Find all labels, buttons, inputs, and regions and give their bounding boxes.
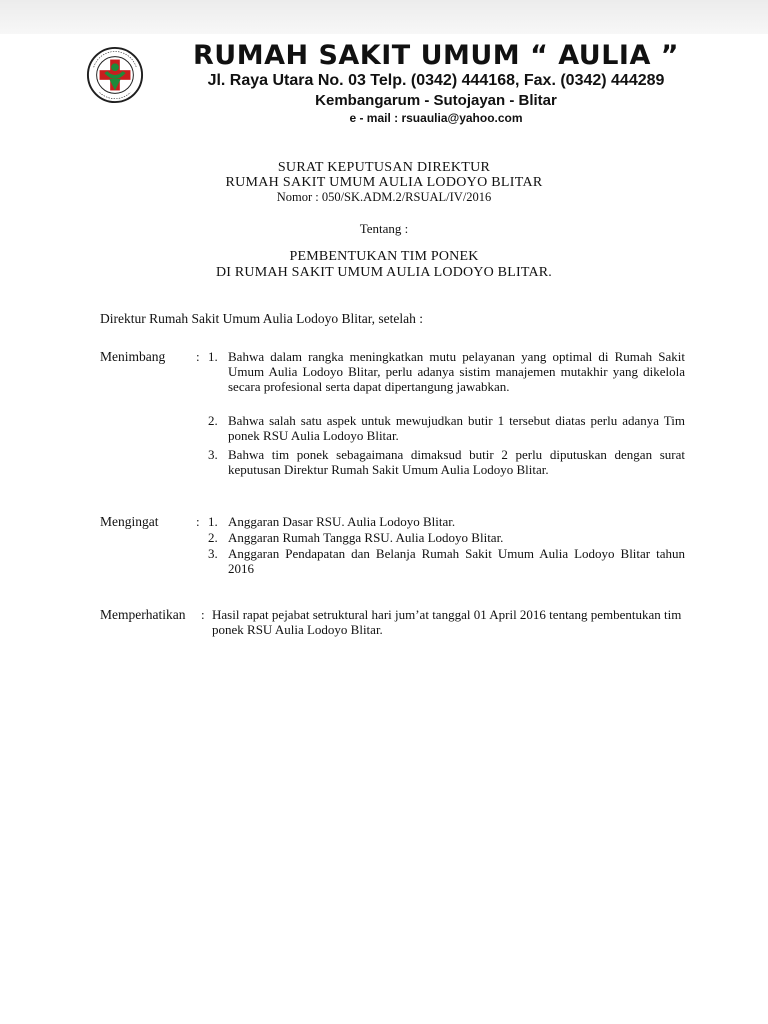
section-label: Memperhatikan <box>100 607 186 622</box>
section-text: Hasil rapat pejabat setruktural hari jum’at tanggal 01 April 2016 tentang pembentukan tim ponek RSU Aulia Lodoyo Blitar. <box>212 607 682 637</box>
hospital-address: Jl. Raya Utara No. 03 Telp. (0342) 444168, Fax. (0342) 444289 <box>207 72 665 89</box>
item-number: 1. <box>208 349 218 364</box>
about-label: Tentang : <box>359 221 409 236</box>
section-colon: : <box>196 349 200 364</box>
section-colon: : <box>201 607 205 622</box>
section-menimbang <box>100 349 685 489</box>
hospital-logo <box>86 46 144 104</box>
item-number: 2. <box>208 413 218 428</box>
section-memperhatikan <box>100 607 685 647</box>
decree-number: Nomor : 050/SK.ADM.2/RSUAL/IV/2016 <box>276 190 492 204</box>
subject-line-1: PEMBENTUKAN TIM PONEK <box>289 249 479 264</box>
item-number: 2. <box>208 530 218 545</box>
section-colon: : <box>196 514 200 529</box>
list-item <box>208 546 685 576</box>
item-text: Anggaran Dasar RSU. Aulia Lodoyo Blitar. <box>228 514 456 529</box>
title-line-2: RUMAH SAKIT UMUM AULIA LODOYO BLITAR <box>225 175 543 190</box>
decree-subject <box>0 249 768 281</box>
section-label: Mengingat <box>100 514 159 529</box>
list-item <box>208 413 685 443</box>
section-label: Menimbang <box>100 349 166 364</box>
item-number: 3. <box>208 447 218 462</box>
hospital-city: Kembangarum - Sutojayan - Blitar <box>315 92 557 109</box>
decree-title <box>0 160 768 205</box>
item-text: Bahwa salah satu aspek untuk mewujudkan butir 1 tersebut diatas perlu adanya Tim ponek RSU Aulia Lodoyo Blitar. <box>228 413 685 443</box>
title-line-1: SURAT KEPUTUSAN DIREKTUR <box>277 160 491 175</box>
item-text: Anggaran Rumah Tangga RSU. Aulia Lodoyo Blitar. <box>228 530 504 545</box>
page-top-shadow <box>0 0 768 34</box>
section-mengingat <box>100 514 685 584</box>
hospital-name: RUMAH SAKIT UMUM “ AULIA ” <box>192 40 679 71</box>
list-item <box>208 530 685 545</box>
letterhead <box>70 36 710 128</box>
item-number: 3. <box>208 546 218 561</box>
list-item <box>208 514 685 529</box>
item-text: Bahwa tim ponek sebagaimana dimaksud butir 2 perlu diputuskan dengan surat keputusan Direktur Rumah Sakit Umum Aulia Lodoyo Blitar. <box>228 447 685 477</box>
list-item <box>208 349 685 394</box>
item-text: Anggaran Pendapatan dan Belanja Rumah Sakit Umum Aulia Lodoyo Blitar tahun 2016 <box>228 546 685 576</box>
subject-line-2: DI RUMAH SAKIT UMUM AULIA LODOYO BLITAR. <box>215 265 552 280</box>
hospital-email: e - mail : rsuaulia@yahoo.com <box>349 111 523 125</box>
intro-text: Direktur Rumah Sakit Umum Aulia Lodoyo Blitar, setelah : <box>100 311 424 326</box>
list-item <box>208 447 685 477</box>
item-text: Bahwa dalam rangka meningkatkan mutu pelayanan yang optimal di Rumah Sakit Umum Aulia Lodoyo Blitar, perlu adanya sistim manajemen mutakhir yang dikelola secara profesional serta dapat dipertangung jawabkan. <box>228 349 685 394</box>
item-number: 1. <box>208 514 218 529</box>
